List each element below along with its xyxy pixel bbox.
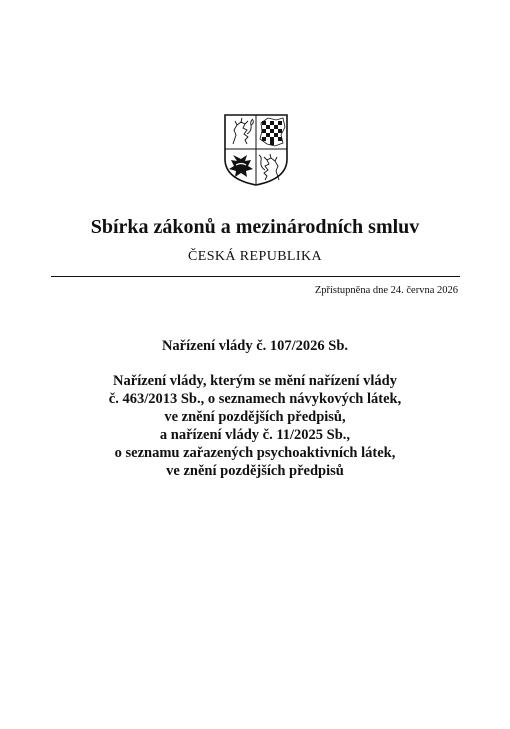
regulation-title-line: č. 463/2013 Sb., o seznamech návykových látek,: [108, 391, 402, 407]
publication-date: Zpřístupněna dne 24. června 2026: [314, 285, 458, 296]
regulation-title-line: o seznamu zařazených psychoaktivních látek,: [114, 445, 396, 461]
journal-title: Sbírka zákonů a mezinárodních smluv: [90, 216, 420, 238]
regulation-title-line: ve znění pozdějších předpisů,: [164, 409, 346, 425]
header-divider: [51, 276, 460, 277]
regulation-title: [0, 372, 510, 480]
czech-coat-of-arms-icon: [223, 113, 289, 187]
country-name: ČESKÁ REPUBLIKA: [188, 249, 322, 264]
regulation-number: Nařízení vlády č. 107/2026 Sb.: [161, 338, 349, 354]
regulation-title-line: Nařízení vlády, kterým se mění nařízení vlády: [113, 373, 397, 389]
regulation-title-line: ve znění pozdějších předpisů: [166, 463, 344, 479]
regulation-title-line: a nařízení vlády č. 11/2025 Sb.,: [159, 427, 351, 443]
